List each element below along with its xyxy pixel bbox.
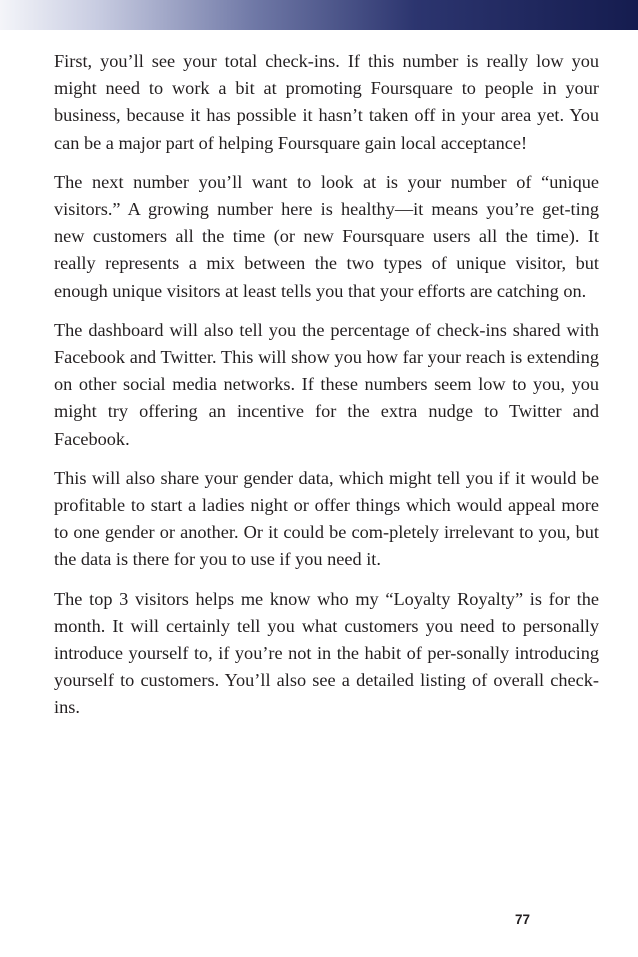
paragraph-unique-visitors: The next number you’ll want to look at is your number of “unique visitors.” A growing number here is healthy—it means you’re get-ting new customers all the time (or new Foursquare users all the time). It really represents a mix between the two types of unique visitor, but enough unique visitors at least tells you that your efforts are catching on. <box>54 171 599 301</box>
paragraph-total-checkins: First, you’ll see your total check-ins. If this number is really low you might need to work a bit at promoting Foursquare to people in your business, because it has possible it hasn’t taken off in your area yet. You can be a major part of helping Foursquare gain local acceptance! <box>54 51 599 153</box>
page-number: 77 <box>514 912 530 927</box>
paragraph-gender-data: This will also share your gender data, which might tell you if it would be profitable to start a ladies night or offer things which would appeal more to one gender or another. Or it could be com-pletely irrelevant to you, but the data is there for you to use if you need it. <box>54 467 599 570</box>
top-banner <box>0 0 638 30</box>
paragraph-top-visitors: The top 3 visitors helps me know who my “Loyalty Royalty” is for the month. It will certainly tell you what customers you need to personally introduce yourself to, if you’re not in the habit of per-sonally introducing yourself to customers. You’ll also see a detailed listing of overall check-ins. <box>54 588 599 718</box>
page-body <box>54 48 599 734</box>
paragraph-social-sharing: The dashboard will also tell you the percentage of check-ins shared with Facebook and Twitter. This will show you how far your reach is extending on other social media networks. If these numbers seem low to you, you might try offering an incentive for the extra nudge to Twitter and Facebook. <box>54 319 599 449</box>
